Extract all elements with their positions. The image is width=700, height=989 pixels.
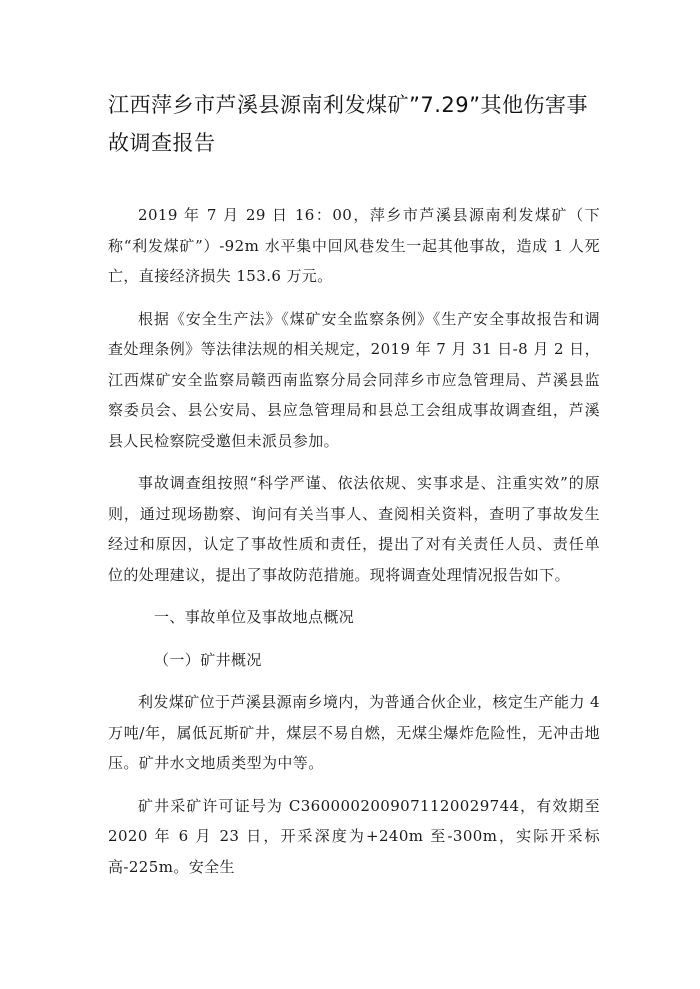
document-title: 江西萍乡市芦溪县源南利发煤矿”7.29”其他伤害事故调查报告 <box>108 93 589 155</box>
section-heading: 一、事故单位及事故地点概况 <box>154 608 355 626</box>
paragraph-legal-basis: 根据《安全生产法》《煤矿安全监察条例》《生产安全事故报告和调查处理条例》等法律法规的相关规定，2019 年 7 月 31 日-8 月 2 日，江西煤矿安全监察局赣西南监察分局会同萍乡市应急管理局、芦溪县监察委员会、县公安局、县应急管理局和县总工会组成事故调查组，芦溪县人民检察院受邀但未派员参加。 <box>108 309 600 450</box>
paragraph-mine-overview: 利发煤矿位于芦溪县源南乡境内，为普通合伙企业，核定生产能力 4 万吨/年，属低瓦斯矿井，煤层不易自燃，无煤尘爆炸危险性，无冲击地压。矿井水文地质类型为中等。 <box>108 693 600 772</box>
paragraph-accident-summary: 2019 年 7 月 29 日 16：00，萍乡市芦溪县源南利发煤矿（下称“利发煤矿”）-92m 水平集中回风巷发生一起其他事故，造成 1 人死亡，直接经济损失 153.6 万元。 <box>108 206 600 285</box>
document-body <box>108 200 600 882</box>
subsection-heading: （一）矿井概况 <box>154 650 262 669</box>
paragraph-mining-license: 矿井采矿许可证号为 C3600002009071120029744，有效期至 2020 年 6 月 23 日，开采深度为+240m 至-300m，实际开采标高-225m。安全生 <box>108 796 600 876</box>
paragraph-investigation-principles: 事故调查组按照“科学严谨、依法依规、实事求是、注重实效”的原则，通过现场勘察、询问有关当事人、查阅相关资料，查明了事故发生经过和原因，认定了事故性质和责任，提出了对有关责任人员、责任单位的处理建议，提出了事故防范措施。现将调查处理情况报告如下。 <box>108 474 600 584</box>
